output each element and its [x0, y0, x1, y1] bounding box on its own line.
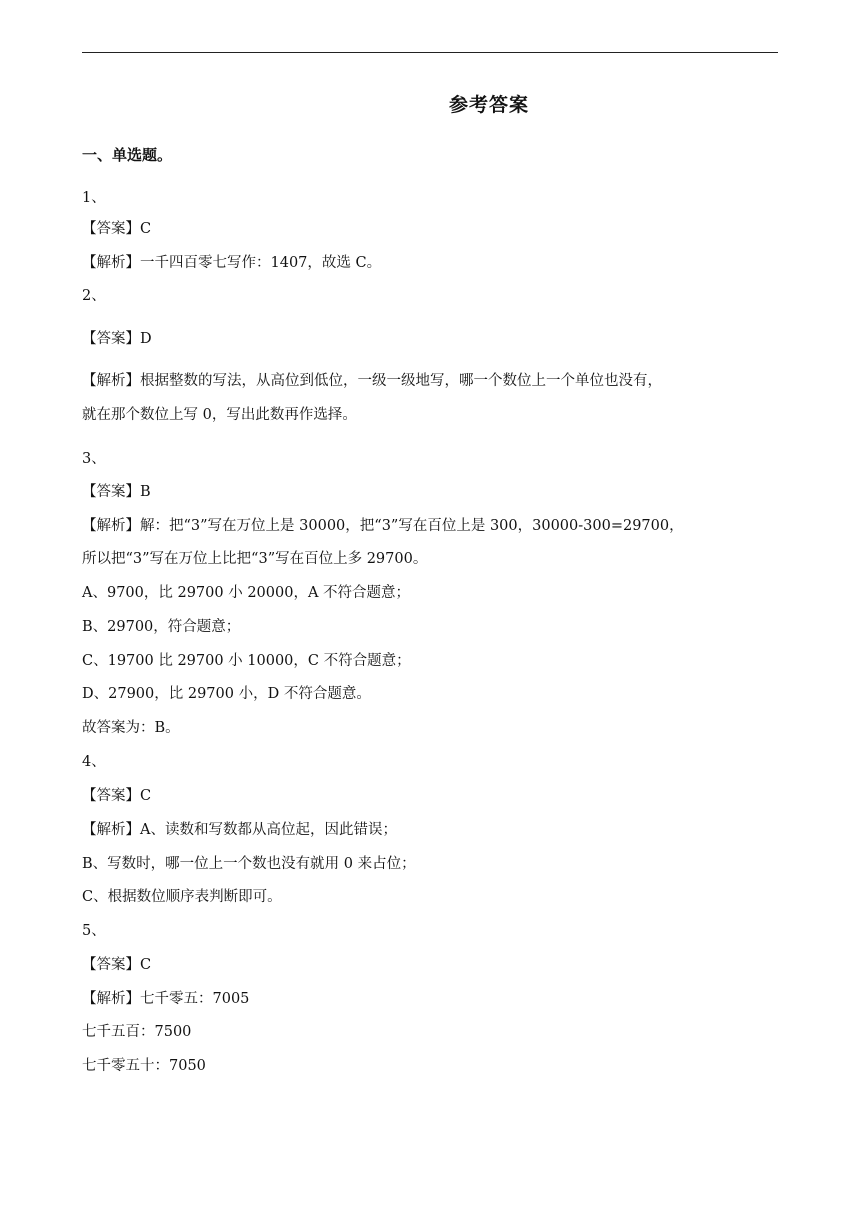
question-number-2: 2、	[82, 288, 106, 304]
option-line: A、9700，比 29700 小 20000，A 不符合题意；	[82, 585, 411, 601]
answer-line: 【答案】C	[82, 957, 152, 973]
answer-line: 【答案】D	[82, 331, 152, 347]
question-number-1: 1、	[82, 190, 106, 206]
page-title: 参考答案	[448, 94, 529, 116]
answer-line: 【答案】C	[82, 221, 152, 237]
explanation-line: 【解析】A、读数和写数都从高位起，因此错误；	[82, 822, 397, 838]
explanation-line: 就在那个数位上写 0，写出此数再作选择。	[82, 407, 357, 423]
explanation-line: 七千零五十：7050	[82, 1058, 206, 1074]
explanation-line: 【解析】七千零五：7005	[82, 991, 250, 1007]
question-number-3: 3、	[82, 451, 106, 467]
explanation-line: 【解析】根据整数的写法，从高位到低位，一级一级地写，哪一个数位上一个单位也没有，	[82, 373, 662, 389]
explanation-line: 七千五百：7500	[82, 1024, 192, 1040]
question-number-5: 5、	[82, 923, 106, 939]
option-line: D、27900，比 29700 小，D 不符合题意。	[82, 686, 371, 702]
explanation-line: 【解析】解：把“3”写在万位上是 30000，把“3”写在百位上是 300，30000-300=29700，	[82, 518, 684, 534]
answer-line: 【答案】C	[82, 788, 152, 804]
option-line: B、29700，符合题意；	[82, 619, 241, 635]
question-number-4: 4、	[82, 754, 106, 770]
conclusion-line: 故答案为：B。	[82, 720, 180, 736]
explanation-line: 所以把“3”写在万位上比把“3”写在百位上多 29700。	[82, 551, 428, 567]
option-line: C、19700 比 29700 小 10000，C 不符合题意；	[82, 653, 411, 669]
explanation-line: B、写数时，哪一位上一个数也没有就用 0 来占位；	[82, 856, 416, 872]
explanation-line: 【解析】一千四百零七写作：1407，故选 C。	[82, 255, 382, 271]
header-rule	[82, 52, 778, 53]
section-heading: 一、单选题。	[82, 146, 173, 164]
explanation-line: C、根据数位顺序表判断即可。	[82, 889, 282, 905]
answer-line: 【答案】B	[82, 484, 151, 500]
